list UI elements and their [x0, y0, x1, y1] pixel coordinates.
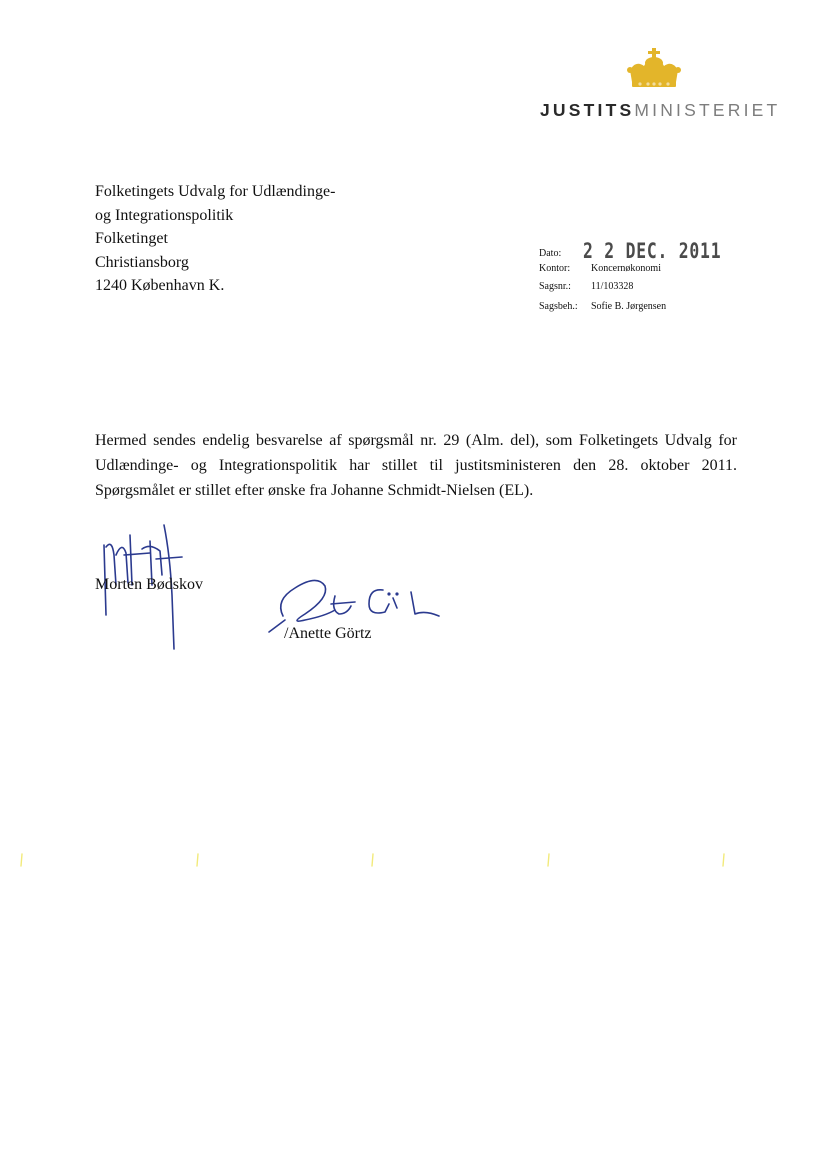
office-label: Kontor: — [539, 263, 571, 274]
ministry-wordmark — [540, 100, 780, 120]
office-value: Koncernøkonomi — [591, 263, 661, 274]
address-line: Christiansborg — [95, 253, 189, 271]
signatory-name-1: Morten Bødskov — [95, 576, 203, 593]
letter-body: Hermed sendes endelig besvarelse af spørgsmål nr. 29 (Alm. del), som Folketingets Udvalg for Udlændinge- og Integrationspolitik har stillet til justitsministeren den 28. oktober 2011. Spørgsmålet er stillet efter ønske fra Johanne Schmidt-Nielsen (EL). — [95, 432, 737, 499]
address-line: og Integrationspolitik — [95, 206, 234, 224]
case-number-label: Sagsnr.: — [539, 281, 571, 292]
address-line: 1240 København K. — [95, 277, 225, 294]
wordmark-bold: JUSTITS — [540, 100, 635, 120]
case-handler-value: Sofie B. Jørgensen — [591, 301, 667, 312]
date-label: Dato: — [539, 248, 562, 259]
recipient-address — [95, 180, 335, 298]
scan-artifact-marks — [0, 850, 826, 870]
signatory-name-2: /Anette Görtz — [284, 625, 372, 642]
address-line: Folketingets Udvalg for Udlændinge- — [95, 183, 336, 200]
case-handler-label: Sagsbeh.: — [539, 301, 578, 312]
wordmark-light: MINISTERIET — [634, 100, 781, 120]
case-number-value: 11/103328 — [591, 281, 634, 292]
date-stamp: 2 2 DEC. 2011 — [583, 239, 722, 263]
address-line: Folketinget — [95, 230, 168, 247]
crown-icon — [626, 48, 682, 94]
